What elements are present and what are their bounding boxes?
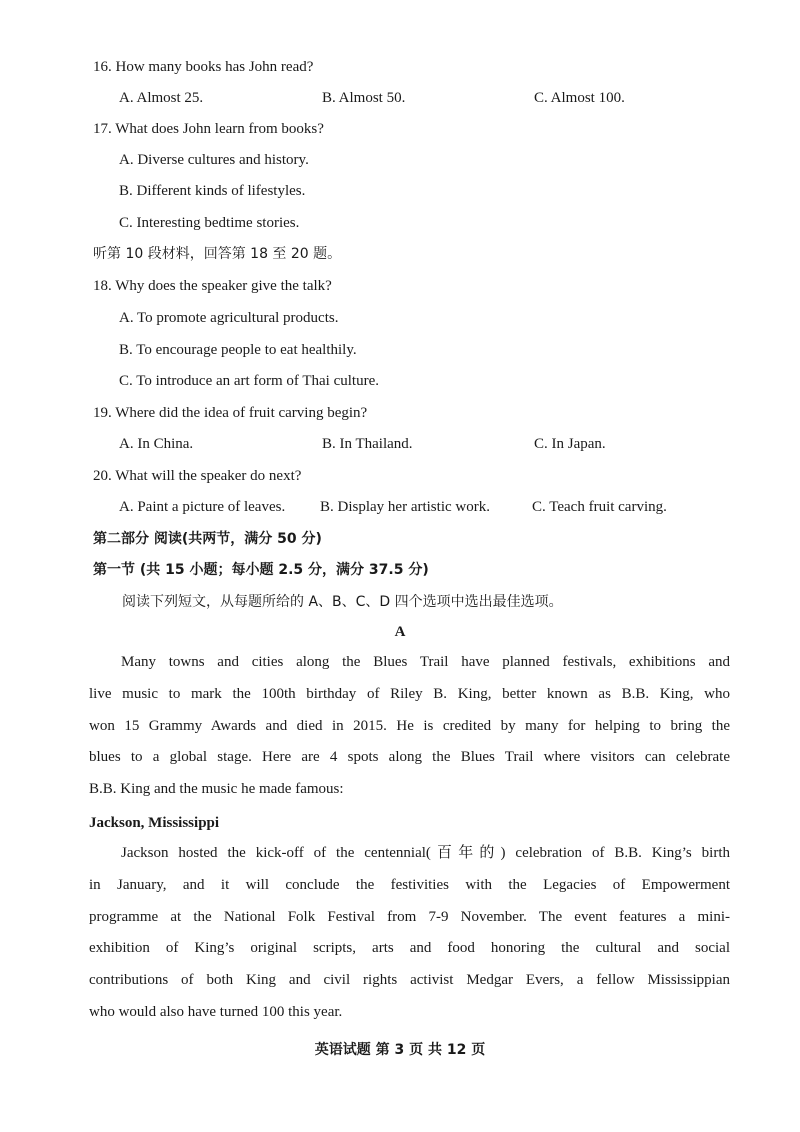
question-20-option-c: C. Teach fruit carving. <box>532 499 667 515</box>
question-18-option-c: C. To introduce an art form of Thai culture. <box>119 373 379 389</box>
paragraph-line: who would also have turned 100 this year. <box>89 1003 343 1020</box>
question-17-option-a: A. Diverse cultures and history. <box>119 152 309 168</box>
question-20-option-b: B. Display her artistic work. <box>320 499 490 515</box>
listening-instruction-10: 听第 10 段材料，回答第 18 至 20 题。 <box>93 246 342 262</box>
question-18-option-a: A. To promote agricultural products. <box>119 310 339 326</box>
part-two-heading: 第二部分 阅读(共两节，满分 50 分) <box>93 531 322 547</box>
question-20-stem: 20. What will the speaker do next? <box>93 468 302 484</box>
passage-paragraph-2 <box>89 838 730 1029</box>
paragraph-line: Jackson hosted the kick-off of the centennial(百年的) celebration of B.B. King’s birth <box>121 845 730 861</box>
paragraph-line: blues to a global stage. Here are 4 spots along the Blues Trail where visitors can celebrate <box>89 749 730 766</box>
paragraph-line: live music to mark the 100th birthday of Riley B. King, better known as B.B. King, who <box>89 685 730 702</box>
question-18-option-b: B. To encourage people to eat healthily. <box>119 342 357 358</box>
question-16-option-a: A. Almost 25. <box>119 90 204 106</box>
section-one-heading: 第一节 (共 15 小题；每小题 2.5 分，满分 37.5 分) <box>93 562 429 578</box>
reading-instruction: 阅读下列短文，从每题所给的 A、B、C、D 四个选项中选出最佳选项。 <box>122 594 563 610</box>
question-17-option-b: B. Different kinds of lifestyles. <box>119 183 306 199</box>
paragraph-line: won 15 Grammy Awards and died in 2015. He is credited by many for helping to bring the <box>89 717 730 734</box>
paragraph-line: B.B. King and the music he made famous: <box>89 781 344 798</box>
section-heading-jackson: Jackson, Mississippi <box>89 815 220 831</box>
paragraph-line: in January, and it will conclude the festivities with the Legacies of Empowerment <box>89 876 730 893</box>
question-17-option-c: C. Interesting bedtime stories. <box>119 215 300 231</box>
passage-label: A <box>394 624 406 640</box>
question-16-option-c: C. Almost 100. <box>534 90 625 106</box>
passage-paragraph-1 <box>89 647 730 806</box>
page-footer: 英语试题 第 3 页 共 12 页 <box>314 1042 486 1058</box>
question-16-stem: 16. How many books has John read? <box>93 59 314 75</box>
question-18-stem: 18. Why does the speaker give the talk? <box>93 278 332 294</box>
question-20-option-a: A. Paint a picture of leaves. <box>119 499 286 515</box>
paragraph-line: contributions of both King and civil rights activist Medgar Evers, a fellow Mississippian <box>89 972 730 989</box>
question-17-stem: 17. What does John learn from books? <box>93 121 324 137</box>
question-19-option-c: C. In Japan. <box>534 436 606 452</box>
question-16-option-b: B. Almost 50. <box>322 90 406 106</box>
paragraph-line: programme at the National Folk Festival from 7-9 November. The event features a mini- <box>89 908 730 925</box>
paragraph-line: Many towns and cities along the Blues Trail have planned festivals, exhibitions and <box>121 654 730 670</box>
question-19-stem: 19. Where did the idea of fruit carving begin? <box>93 405 368 421</box>
paragraph-line: exhibition of King’s original scripts, arts and food honoring the cultural and social <box>89 940 730 957</box>
question-19-option-a: A. In China. <box>119 436 194 452</box>
question-19-option-b: B. In Thailand. <box>322 436 413 452</box>
